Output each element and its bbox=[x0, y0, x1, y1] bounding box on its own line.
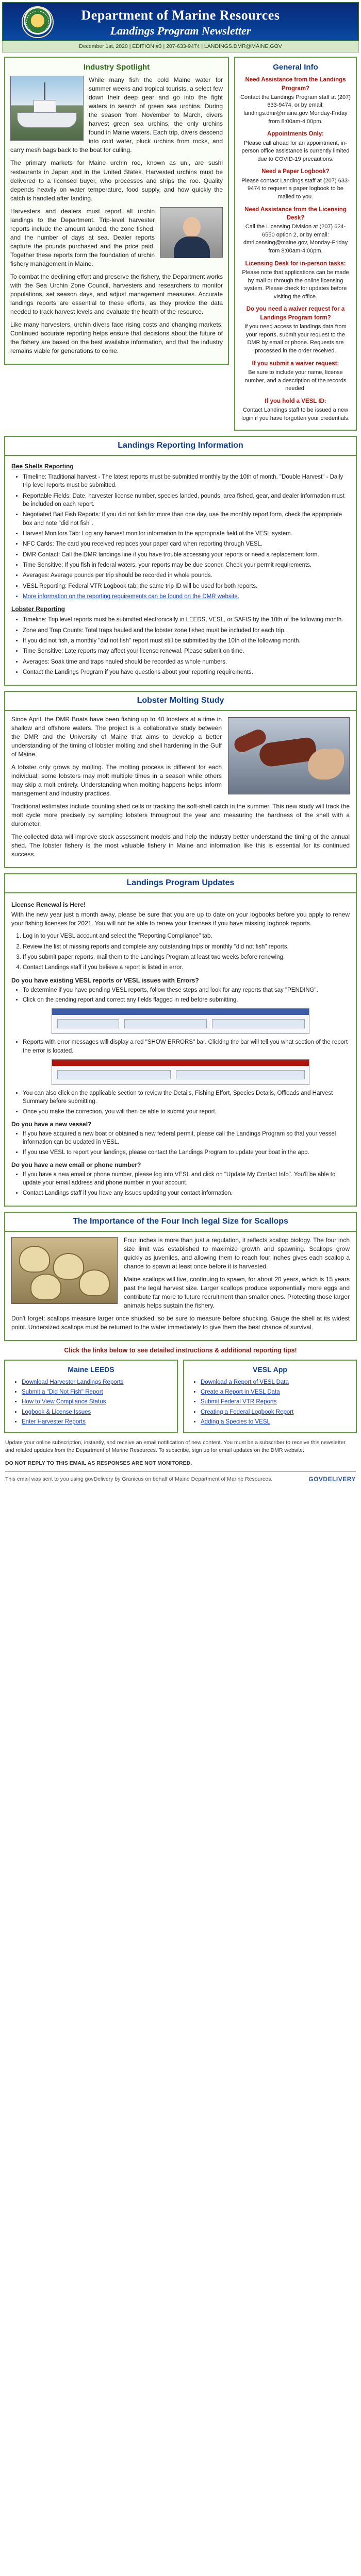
list-item: • Time Sensitive: Late reports may affect your license renewal. Please submit on time. bbox=[23, 647, 350, 655]
general-info-heading: Appointments Only: bbox=[267, 131, 324, 138]
vesl-app-link[interactable]: Creating a Federal Logbook Report bbox=[201, 1409, 294, 1415]
updates-section bbox=[4, 873, 357, 1206]
general-info-heading: Need Assistance from the Landings Program? bbox=[245, 77, 346, 92]
list-item: • Timeline: Trip level reports must be submitted electronically in LEEDS, VESL, or SAFIS by the 10th of the following month. bbox=[23, 616, 350, 624]
list-item: • Reports with error messages will display a red "SHOW ERRORS" bar. Clicking the bar will tell you what section of the report the error is located. bbox=[23, 1038, 350, 1055]
industry-spotlight-box bbox=[4, 57, 229, 365]
maine-leeds-link[interactable]: Download Harvester Landings Reports bbox=[22, 1379, 124, 1385]
industry-spotlight-title: Industry Spotlight bbox=[83, 62, 150, 72]
general-info-text: Please call ahead for an appointment, in-person office assistance is currently limited due to COVID-19 precautions. bbox=[241, 140, 350, 162]
maine-leeds-title: Maine LEEDS bbox=[68, 1365, 114, 1374]
list-item: • Harvest Monitors Tab: Log any harvest monitor information to the appropriate field of the VESL system. bbox=[23, 530, 350, 538]
general-info-heading: If you submit a waiver request: bbox=[252, 360, 339, 367]
license-renewal-heading: License Renewal is Here! bbox=[11, 901, 86, 909]
industry-paragraph: To combat the declining effort and preserve the fishery, the Department works with the Sea Urchin Zone Council, harvesters and researchers to monitor populations, set season days, and adjust management measures. Accurate landings reports are essential to these efforts, as they provide the data needed to track harvest levels and evaluate the health of the resource. bbox=[10, 273, 223, 315]
scallop-paragraph: Four inches is more than just a regulation, it reflects scallop biology. The four inch size limit was established to maximize growth and spawning. Scallops grow quickly as juveniles, and allowing them to reach four inches gives each scallop a chance to spawn at least once before it is harvested. bbox=[124, 1236, 350, 1270]
general-info-title: General Info bbox=[273, 62, 318, 72]
list-item[interactable]: • More information on the reporting requirements can be found on the DMR website. bbox=[23, 592, 350, 601]
lobster-paragraph: A lobster only grows by molting. The molting process is different for each individual; some lobsters may molt multiple times in a season while others may skip a molt entirely. Understanding when molting happens helps inform management and industry practices. bbox=[11, 764, 222, 798]
harvester-photo bbox=[160, 207, 223, 258]
vesl-app-link[interactable]: Create a Report in VESL Data bbox=[201, 1388, 280, 1395]
footer-powered-text: This email was sent to you using govDelivery by Granicus on behalf of Maine Department of Marine Resources. bbox=[5, 1476, 273, 1483]
general-info-box bbox=[234, 57, 357, 431]
newsletter-page bbox=[0, 2, 361, 1494]
lobster-paragraph: The collected data will improve stock assessment models and help the industry better understand the timing of the annual shed. The lobster fishery is the most valuable fishery in Maine and information like this is essential for its continued success. bbox=[11, 833, 350, 858]
list-item: • If you use VESL to report your landings, please contact the Landings Program to update your boat in the app. bbox=[23, 1148, 350, 1157]
vesl-app-link[interactable]: Submit Federal VTR Reports bbox=[201, 1399, 277, 1405]
scallop-title: The Importance of the Four Inch legal Size for Scallops bbox=[4, 1212, 357, 1231]
list-item: • Once you make the correction, you will then be able to submit your report. bbox=[23, 1108, 350, 1116]
footer-disclaimer: DO NOT REPLY TO THIS EMAIL AS RESPONSES ARE NOT MONITORED. bbox=[5, 1460, 192, 1467]
vesl-screenshot bbox=[52, 1008, 309, 1034]
lobster-study-section bbox=[4, 691, 357, 868]
list-item: • DMR Contact: Call the DMR landings line if you have trouble accessing your reports or need a replacement form. bbox=[23, 551, 350, 559]
industry-paragraph: Harvesters and dealers must report all urchin landings to the Department. Trip-level harvester reports include the amount landed, the zone fished, and the number of days at sea. Dealer reports capture the pounds purchased and the price paid. Together these reports form the foundation of urchin fishery management in Maine. bbox=[10, 207, 155, 267]
vesl-errors-list bbox=[23, 986, 350, 1005]
scallop-photo bbox=[11, 1237, 118, 1304]
new-contact-heading: Do you have a new email or phone number? bbox=[11, 1161, 141, 1168]
list-item: • You can also click on the applicable section to review the Details, Fishing Effort, Species Details, Offloads and Harvest Summary before submitting. bbox=[23, 1089, 350, 1106]
industry-paragraph: The primary markets for Maine urchin roe, known as uni, are sushi restaurants in Japan and in the United States. Harvested urchins must be delivered to a licensed buyer, who processes and ships the roe. Quality depends heavily on water temperature, food supply, and how quickly the catch is handled after landing. bbox=[10, 159, 223, 202]
list-item: • Timeline: Traditional harvest - The latest reports must be submitted monthly by the 10th of month. "Double Harvest" - Daily trip level reports must be submitted. bbox=[23, 473, 350, 490]
footer-bar bbox=[5, 1471, 356, 1484]
maine-leeds-box bbox=[4, 1360, 178, 1433]
list-item: • To determine if you have pending VESL reports, follow these steps and look for any reports that say "PENDING". bbox=[23, 986, 350, 994]
general-info-text: If you need access to landings data from your reports, submit your request to the DMR by email or phone. Requests are processed in the order received. bbox=[244, 324, 347, 354]
general-info-text: Contact Landings staff to be issued a new login if you have forgotten your credentials. bbox=[241, 407, 350, 421]
list-item: • VESL Reporting: Federal VTR Logbook tab; the same trip ID will be used for both reports. bbox=[23, 582, 350, 590]
lobster-paragraph: Traditional estimates include counting shed cells or tracking the soft-shell catch in the summer. This new study will track the molt cycle more precisely by sampling lobsters throughout the year and measuring the hardness of the shell with a durometer. bbox=[11, 803, 350, 828]
lobster-reporting-subtitle: Lobster Reporting bbox=[11, 605, 65, 613]
reporting-title: Landings Reporting Information bbox=[4, 436, 357, 455]
general-info-text: Be sure to include your name, license number, and a description of the records needed. bbox=[244, 369, 347, 392]
general-info-heading: Need Assistance from the Licensing Desk? bbox=[244, 206, 347, 221]
list-item: • If you have a new email or phone number, please log into VESL and click on "Update My Contact Info". You'll be able to update your email address and phone number in your account. bbox=[23, 1171, 350, 1188]
vesl-note-list bbox=[23, 1038, 350, 1055]
maine-leeds-link[interactable]: Submit a "Did Not Fish" Report bbox=[22, 1388, 103, 1395]
header-title: Department of Marine Resources bbox=[81, 8, 280, 23]
updates-title: Landings Program Updates bbox=[4, 873, 357, 892]
reporting-section bbox=[4, 436, 357, 686]
general-info-heading: Need a Paper Logbook? bbox=[261, 168, 330, 175]
dateline: December 1st, 2020 | EDITION #3 | 207-633-9474 | LANDINGS.DMR@MAINE.GOV bbox=[2, 41, 359, 53]
urchin-boat-photo bbox=[10, 76, 84, 141]
vesl-check-list bbox=[23, 1089, 350, 1116]
vesl-app-link[interactable]: Adding a Species to VESL bbox=[201, 1418, 270, 1425]
list-item: • Click on the pending report and correct any fields flagged in red before submitting. bbox=[23, 996, 350, 1004]
list-item: • If you did not fish, a monthly "did not fish" report must still be submitted by the 10th of the following month. bbox=[23, 637, 350, 645]
vesl-app-title: VESL App bbox=[253, 1365, 287, 1374]
list-item: • NFC Cards: The card you received replaces your paper card when reporting through VESL. bbox=[23, 540, 350, 548]
list-item: 1. Log in to your VESL account and select the "Reporting Compliance" tab. bbox=[23, 932, 350, 940]
maine-leeds-link[interactable]: Logbook & License Issues bbox=[22, 1409, 91, 1415]
list-item: 4. Contact Landings staff if you believe a report is listed in error. bbox=[23, 963, 350, 972]
new-vessel-list bbox=[23, 1130, 350, 1157]
general-info-heading: Do you need a waiver request for a Landings Program form? bbox=[246, 306, 345, 321]
license-renewal-steps bbox=[23, 932, 350, 972]
lobster-photo bbox=[228, 717, 350, 794]
list-item: • Zone and Trap Counts: Total traps hauled and the lobster zone fished must be included for each trip. bbox=[23, 626, 350, 635]
general-info-text: Please contact Landings staff at (207) 633-9474 to request a paper logbook to be mailed to you. bbox=[241, 177, 350, 200]
lobster-reporting-list bbox=[23, 616, 350, 676]
links-tagline: Click the links below to see detailed instructions & additional reporting tips! bbox=[64, 1346, 297, 1354]
lobster-paragraph: Since April, the DMR Boats have been fishing up to 40 lobsters at a time in shallow and offshore waters. The project is a collaborative study between the DMR and the University of Maine that aims to develop a better understanding of the timing of lobster molting and shell hardening in the Gulf of Maine. bbox=[11, 716, 222, 758]
vesl-screenshot bbox=[52, 1059, 309, 1085]
list-item: • Negotiated Bait Fish Reports: If you did not fish for more than one day, use the monthly report form, check the appropriate box and note "did not fish". bbox=[23, 511, 350, 528]
list-item: 2. Review the list of missing reports and complete any outstanding trips or monthly "did not fish" reports. bbox=[23, 943, 350, 951]
scallop-section bbox=[4, 1212, 357, 1341]
general-info-text: Contact the Landings Program staff at (207) 633-9474, or by email: landings.dmr@maine.gov Monday-Friday from 8:00am-4:00pm. bbox=[240, 94, 351, 125]
maine-leeds-link[interactable]: How to View Compliance Status bbox=[22, 1399, 106, 1405]
maine-leeds-link[interactable]: Enter Harvester Reports bbox=[22, 1418, 86, 1425]
license-renewal-text: With the new year just a month away, please be sure that you are up to date on your logbooks before you apply to renew your fishing licenses for 2021. You will not be able to renew your licenses if you have missing logbook reports. bbox=[11, 911, 350, 927]
list-item: • If you have acquired a new boat or obtained a new federal permit, please call the Landings Program so that your vessel information can be updated in VESL. bbox=[23, 1130, 350, 1147]
list-item: • Averages: Soak time and traps hauled should be recorded as whole numbers. bbox=[23, 658, 350, 666]
general-info-heading: Licensing Desk for in-person tasks: bbox=[245, 260, 346, 267]
vesl-app-link[interactable]: Download a Report of VESL Data bbox=[201, 1379, 289, 1385]
lobster-study-title: Lobster Molting Study bbox=[4, 691, 357, 710]
general-info-text: Call the Licensing Division at (207) 624-6550 option 2, or by email: dmrlicensing@maine.gov, Monday-Friday from 8:00am-4:00pm. bbox=[243, 224, 348, 255]
scallop-paragraph: Maine scallops will live, continuing to spawn, for about 20 years, which is 15 years past the legal harvest size. Larger scallops produce exponentially more eggs and contribute far more to future recruitment than smaller ones. Protecting those larger animals helps sustain the fishery. bbox=[124, 1275, 350, 1309]
list-item: 3. If you submit paper reports, mail them to the Landings Program at least two weeks before renewing. bbox=[23, 953, 350, 961]
industry-paragraph: While many fish the cold Maine water for summer weeks and tropical tourists, a select few down their deep gear and go into the fight waters in search of green sea urchins. During the season from November to March, divers harvest green sea urchins, the only urchins found in Maine waters. Each trip, divers descend into cold water, pluck urchins from rocks, and carry mesh bags back to the boat for culling. bbox=[10, 76, 223, 154]
header-subtitle: Landings Program Newsletter bbox=[110, 24, 251, 37]
industry-paragraph: Like many harvesters, urchin divers face rising costs and changing markets. Continued accurate reporting helps ensure that decisions about the future of the fishery are based on the best available information, and that the industry remains viable for generations to come. bbox=[10, 321, 223, 355]
new-vessel-heading: Do you have a new vessel? bbox=[11, 1120, 92, 1128]
list-item: • Contact the Landings Program if you have questions about your reporting requirements. bbox=[23, 668, 350, 676]
vesl-errors-heading: Do you have existing VESL reports or VESL issues with Errors? bbox=[11, 976, 199, 984]
general-info-text: Please note that applications can be made by mail or through the online licensing system. Please check for updates before visiting the office. bbox=[242, 269, 349, 300]
footer-note: Update your online subscription, instantly, and receive an email notification of new content. You must be a subscriber to receive this newsletter and related updates from the Department of Marine Resources. To subscribe, sign up for email updates on the DMR website. bbox=[5, 1439, 346, 1454]
bee-shells-list bbox=[23, 473, 350, 601]
list-item: • Contact Landings staff if you have any issues updating your contact information. bbox=[23, 1189, 350, 1197]
list-item: • Reportable Fields: Date, harvester license number, species landed, pounds, area fished, gear, and dealer information must be included on each report. bbox=[23, 492, 350, 509]
list-item: • Time Sensitive: If you fish in federal waters, your reports may be due sooner. Check your permit requirements. bbox=[23, 561, 350, 569]
newsletter-header bbox=[2, 2, 359, 41]
list-item: • Averages: Average pounds per trip should be recorded in whole pounds. bbox=[23, 571, 350, 580]
general-info-heading: If you hold a VESL ID: bbox=[265, 398, 326, 404]
govdelivery-logo[interactable]: GOVDELIVERY bbox=[308, 1475, 356, 1483]
scallop-paragraph: Don't forget: scallops measure larger once shucked, so be sure to measure before shucking. Gauge the shell at its widest point. Undersized scallops must be returned to the water immediately to give them the best chance of survival. bbox=[11, 1314, 350, 1331]
new-contact-list bbox=[23, 1171, 350, 1197]
bee-shells-subtitle: Bee Shells Reporting bbox=[11, 462, 74, 470]
vesl-app-box bbox=[183, 1360, 357, 1433]
